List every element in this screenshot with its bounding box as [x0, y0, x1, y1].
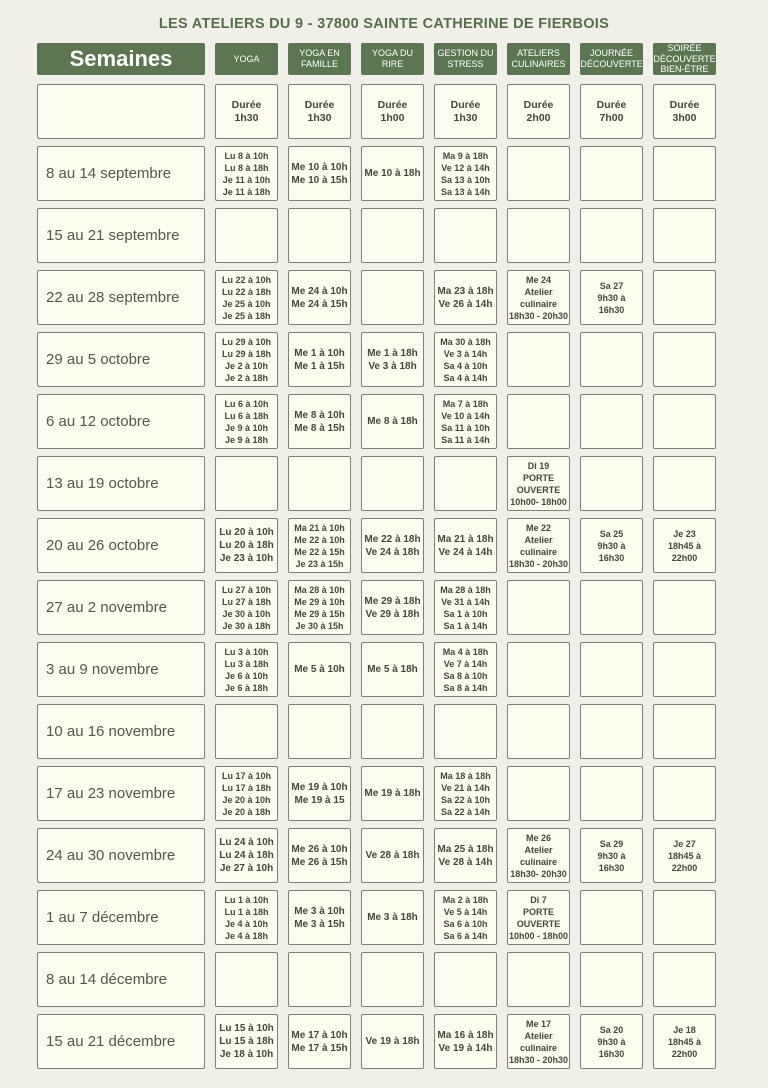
schedule-cell: Me 1 à 18h Ve 3 à 18h — [361, 332, 424, 387]
schedule-cell — [434, 704, 497, 759]
schedule-cell — [288, 456, 351, 511]
schedule-cell: Je 27 18h45 à 22h00 — [653, 828, 716, 883]
schedule-cell — [653, 394, 716, 449]
schedule-cell — [215, 952, 278, 1007]
schedule-cell: Me 5 à 10h — [288, 642, 351, 697]
schedule-cell — [507, 332, 570, 387]
schedule-cell — [653, 766, 716, 821]
schedule-cell — [507, 952, 570, 1007]
schedule-cell: Lu 24 à 10h Lu 24 à 18h Je 27 à 10h — [215, 828, 278, 883]
schedule-cell — [653, 456, 716, 511]
schedule-cell — [653, 270, 716, 325]
schedule-cell — [507, 642, 570, 697]
schedule-cell — [580, 332, 643, 387]
week-label: 17 au 23 novembre — [37, 766, 205, 821]
duration-row-empty-cell — [37, 84, 205, 139]
schedule-cell: Me 1 à 10h Me 1 à 15h — [288, 332, 351, 387]
schedule-cell: Me 26 à 10h Me 26 à 15h — [288, 828, 351, 883]
week-label: 6 au 12 octobre — [37, 394, 205, 449]
schedule-cell — [580, 952, 643, 1007]
duration-cell: Durée 2h00 — [507, 84, 570, 139]
week-label: 15 au 21 décembre — [37, 1014, 205, 1069]
week-label: 8 au 14 septembre — [37, 146, 205, 201]
schedule-cell: Ma 4 à 18h Ve 7 à 14h Sa 8 à 10h Sa 8 à 14h — [434, 642, 497, 697]
schedule-cell: Ma 28 à 10h Me 29 à 10h Me 29 à 15h Je 30 à 15h — [288, 580, 351, 635]
schedule-cell: Me 24 Atelier culinaire 18h30 - 20h30 — [507, 270, 570, 325]
schedule-cell — [215, 456, 278, 511]
schedule-cell — [215, 704, 278, 759]
schedule-cell — [434, 456, 497, 511]
schedule-cell — [653, 580, 716, 635]
schedule-grid — [37, 42, 716, 1065]
schedule-cell: Lu 27 à 10h Lu 27 à 18h Je 30 à 10h Je 30 à 18h — [215, 580, 278, 635]
schedule-cell — [288, 208, 351, 263]
header-yoga: YOGA — [215, 43, 278, 75]
duration-cell: Durée 1h00 — [361, 84, 424, 139]
duration-cell: Durée 1h30 — [434, 84, 497, 139]
schedule-cell: Me 3 à 10h Me 3 à 15h — [288, 890, 351, 945]
duration-cell: Durée 7h00 — [580, 84, 643, 139]
schedule-cell — [580, 642, 643, 697]
week-label: 29 au 5 octobre — [37, 332, 205, 387]
schedule-cell: Ma 21 à 10h Me 22 à 10h Me 22 à 15h Je 23 à 15h — [288, 518, 351, 573]
header-weeks: Semaines — [37, 43, 205, 75]
schedule-cell: Ma 23 à 18h Ve 26 à 14h — [434, 270, 497, 325]
schedule-cell — [361, 704, 424, 759]
header-journee-decouverte: JOURNÉE DÉCOUVERTE — [580, 43, 643, 75]
schedule-cell: Lu 8 à 10h Lu 8 à 18h Je 11 à 10h Je 11 à 18h — [215, 146, 278, 201]
schedule-cell: Ve 19 à 18h — [361, 1014, 424, 1069]
schedule-cell — [653, 952, 716, 1007]
week-label: 27 au 2 novembre — [37, 580, 205, 635]
header-ateliers-culinaires: ATELIERS CULINAIRES — [507, 43, 570, 75]
week-label: 15 au 21 septembre — [37, 208, 205, 263]
schedule-cell: Me 10 à 18h — [361, 146, 424, 201]
schedule-cell: Sa 29 9h30 à 16h30 — [580, 828, 643, 883]
schedule-cell — [507, 766, 570, 821]
schedule-cell — [580, 766, 643, 821]
schedule-cell: Lu 6 à 10h Lu 6 à 18h Je 9 à 10h Je 9 à 18h — [215, 394, 278, 449]
schedule-cell — [434, 208, 497, 263]
week-label: 8 au 14 décembre — [37, 952, 205, 1007]
schedule-cell: Me 19 à 18h — [361, 766, 424, 821]
schedule-cell: Me 3 à 18h — [361, 890, 424, 945]
schedule-cell: Me 8 à 10h Me 8 à 15h — [288, 394, 351, 449]
schedule-cell — [361, 456, 424, 511]
schedule-cell: Di 19 PORTE OUVERTE 10h00- 18h00 — [507, 456, 570, 511]
schedule-cell: Ma 25 à 18h Ve 28 à 14h — [434, 828, 497, 883]
schedule-cell: Je 18 18h45 à 22h00 — [653, 1014, 716, 1069]
schedule-cell — [653, 208, 716, 263]
schedule-cell — [580, 704, 643, 759]
schedule-cell — [288, 952, 351, 1007]
schedule-cell: Lu 3 à 10h Lu 3 à 18h Je 6 à 10h Je 6 à 18h — [215, 642, 278, 697]
schedule-cell — [215, 208, 278, 263]
duration-cell: Durée 1h30 — [215, 84, 278, 139]
schedule-cell — [580, 456, 643, 511]
schedule-cell: Ma 9 à 18h Ve 12 à 14h Sa 13 à 10h Sa 13 à 14h — [434, 146, 497, 201]
page-title: LES ATELIERS DU 9 - 37800 SAINTE CATHERINE DE FIERBOIS — [158, 16, 610, 32]
schedule-cell — [507, 208, 570, 263]
schedule-cell: Me 22 à 18h Ve 24 à 18h — [361, 518, 424, 573]
schedule-cell: Ma 2 à 18h Ve 5 à 14h Sa 6 à 10h Sa 6 à 14h — [434, 890, 497, 945]
schedule-cell: Lu 20 à 10h Lu 20 à 18h Je 23 à 10h — [215, 518, 278, 573]
schedule-cell — [653, 146, 716, 201]
week-label: 3 au 9 novembre — [37, 642, 205, 697]
schedule-cell — [361, 952, 424, 1007]
week-label: 22 au 28 septembre — [37, 270, 205, 325]
week-label: 13 au 19 octobre — [37, 456, 205, 511]
schedule-cell — [653, 642, 716, 697]
schedule-cell: Lu 22 à 10h Lu 22 à 18h Je 25 à 10h Je 25 à 18h — [215, 270, 278, 325]
schedule-cell — [580, 580, 643, 635]
schedule-cell: Je 23 18h45 à 22h00 — [653, 518, 716, 573]
schedule-cell — [507, 146, 570, 201]
schedule-cell — [507, 394, 570, 449]
schedule-cell: Me 22 Atelier culinaire 18h30 - 20h30 — [507, 518, 570, 573]
schedule-cell: Me 26 Atelier culinaire 18h30- 20h30 — [507, 828, 570, 883]
schedule-cell: Ve 28 à 18h — [361, 828, 424, 883]
schedule-cell — [653, 332, 716, 387]
schedule-cell: Lu 15 à 10h Lu 15 à 18h Je 18 à 10h — [215, 1014, 278, 1069]
schedule-cell — [434, 952, 497, 1007]
schedule-cell: Ma 18 à 18h Ve 21 à 14h Sa 22 à 10h Sa 22 à 14h — [434, 766, 497, 821]
header-yoga-famille: YOGA EN FAMILLE — [288, 43, 351, 75]
schedule-cell: Me 24 à 10h Me 24 à 15h — [288, 270, 351, 325]
schedule-cell: Ma 16 à 18h Ve 19 à 14h — [434, 1014, 497, 1069]
schedule-cell: Lu 29 à 10h Lu 29 à 18h Je 2 à 10h Je 2 à 18h — [215, 332, 278, 387]
header-gestion-stress: GESTION DU STRESS — [434, 43, 497, 75]
schedule-cell — [288, 704, 351, 759]
schedule-cell — [580, 394, 643, 449]
schedule-cell — [653, 704, 716, 759]
schedule-cell: Lu 17 à 10h Lu 17 à 18h Je 20 à 10h Je 20 à 18h — [215, 766, 278, 821]
schedule-cell: Ma 7 à 18h Ve 10 à 14h Sa 11 à 10h Sa 11 à 14h — [434, 394, 497, 449]
schedule-cell — [507, 580, 570, 635]
week-label: 10 au 16 novembre — [37, 704, 205, 759]
schedule-cell: Sa 20 9h30 à 16h30 — [580, 1014, 643, 1069]
week-label: 20 au 26 octobre — [37, 518, 205, 573]
header-soiree-bien-etre: SOIRÉE DÉCOUVERTE BIEN-ÊTRE — [653, 42, 716, 75]
schedule-cell — [361, 208, 424, 263]
week-label: 24 au 30 novembre — [37, 828, 205, 883]
schedule-cell — [507, 704, 570, 759]
schedule-cell — [653, 890, 716, 945]
schedule-cell — [361, 270, 424, 325]
schedule-cell: Sa 27 9h30 à 16h30 — [580, 270, 643, 325]
schedule-cell — [580, 208, 643, 263]
schedule-cell: Ma 28 à 18h Ve 31 à 14h Sa 1 à 10h Sa 1 à 14h — [434, 580, 497, 635]
schedule-cell: Me 8 à 18h — [361, 394, 424, 449]
schedule-cell: Me 19 à 10h Me 19 à 15 — [288, 766, 351, 821]
schedule-cell — [580, 890, 643, 945]
schedule-cell: Di 7 PORTE OUVERTE 10h00 - 18h00 — [507, 890, 570, 945]
schedule-cell: Me 17 Atelier culinaire 18h30 - 20h30 — [507, 1014, 570, 1069]
duration-cell: Durée 1h30 — [288, 84, 351, 139]
schedule-cell: Ma 30 à 18h Ve 3 à 14h Sa 4 à 10h Sa 4 à 14h — [434, 332, 497, 387]
week-label: 1 au 7 décembre — [37, 890, 205, 945]
schedule-cell — [580, 146, 643, 201]
header-yoga-rire: YOGA DU RIRE — [361, 43, 424, 75]
schedule-cell: Me 10 à 10h Me 10 à 15h — [288, 146, 351, 201]
schedule-cell: Sa 25 9h30 à 16h30 — [580, 518, 643, 573]
schedule-cell: Ma 21 à 18h Ve 24 à 14h — [434, 518, 497, 573]
schedule-cell: Me 29 à 18h Ve 29 à 18h — [361, 580, 424, 635]
schedule-cell: Me 5 à 18h — [361, 642, 424, 697]
schedule-cell: Lu 1 à 10h Lu 1 à 18h Je 4 à 10h Je 4 à 18h — [215, 890, 278, 945]
schedule-cell: Me 17 à 10h Me 17 à 15h — [288, 1014, 351, 1069]
duration-cell: Durée 3h00 — [653, 84, 716, 139]
